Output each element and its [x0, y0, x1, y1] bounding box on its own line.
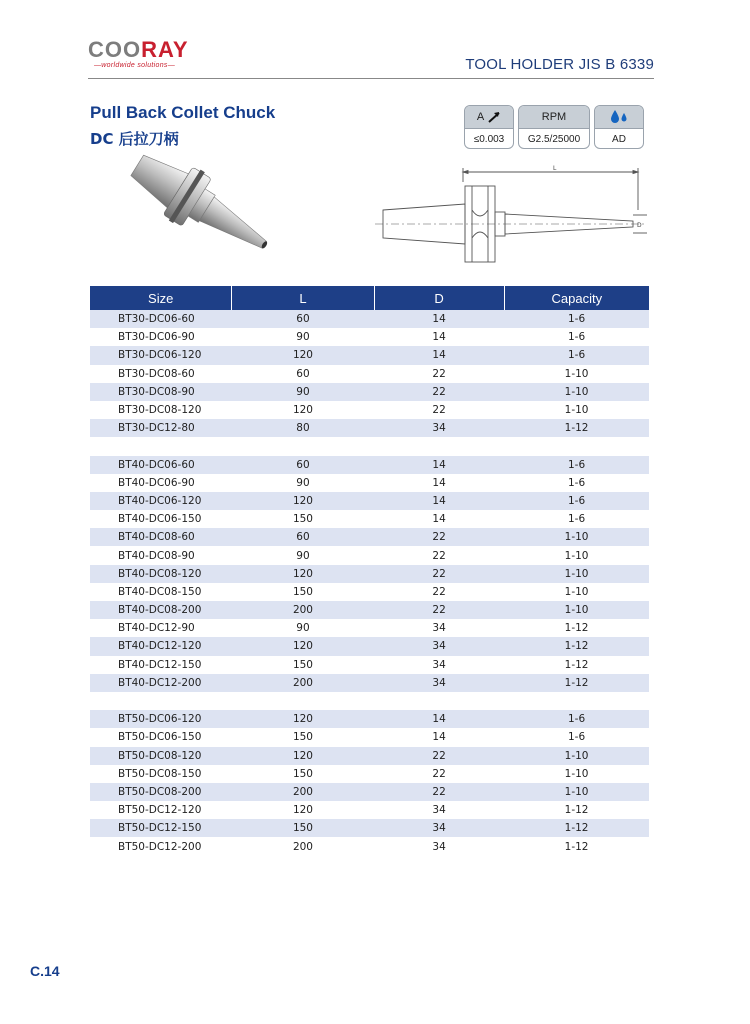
table-row [90, 328, 649, 346]
cell-d: 14 [432, 731, 446, 744]
cell-d: 22 [432, 404, 446, 417]
cell-size: BT50-DC08-120 [90, 747, 232, 765]
cell-size: BT40-DC12-90 [118, 622, 195, 635]
header-divider [88, 78, 654, 79]
cell-d: 34 [374, 674, 504, 692]
cell-size: BT50-DC06-120 [90, 710, 232, 728]
table-row [90, 819, 649, 837]
spacer-cell [504, 692, 649, 710]
cell-size: BT40-DC06-120 [90, 492, 232, 510]
cell-l: 200 [292, 840, 313, 853]
cell-capacity: 1-6 [568, 513, 586, 526]
cell-l: 200 [232, 783, 374, 801]
cell-size: BT50-DC08-200 [90, 783, 232, 801]
product-subtitle: DC 后拉刀柄 [90, 130, 179, 148]
cell-d: 22 [432, 767, 446, 780]
cell-l: 60 [232, 456, 374, 474]
col-header-l: L [232, 286, 374, 310]
cell-l: 200 [232, 601, 374, 619]
cell-l: 150 [292, 731, 313, 744]
cell-l: 90 [232, 383, 374, 401]
table-row [90, 710, 649, 728]
cell-d: 34 [432, 622, 446, 635]
table-row [90, 401, 649, 419]
spacer-cell [90, 437, 232, 455]
cell-l: 60 [232, 528, 374, 546]
cell-capacity: 1-10 [564, 549, 589, 562]
cell-d: 22 [374, 783, 504, 801]
spacer-cell [374, 692, 504, 710]
cell-d: 22 [374, 528, 504, 546]
cell-size: BT30-DC12-80 [90, 419, 232, 437]
cell-capacity: 1-12 [564, 658, 589, 671]
cell-size: BT30-DC08-90 [90, 383, 232, 401]
spec-coolant [594, 105, 644, 149]
logo-wordmark [88, 38, 208, 62]
cell-capacity: 1-6 [504, 346, 649, 364]
cell-size: BT40-DC12-150 [118, 658, 202, 671]
cell-capacity: 1-12 [564, 804, 589, 817]
cell-size: BT30-DC06-120 [90, 346, 232, 364]
group-spacer [90, 692, 649, 710]
cell-size: BT40-DC06-150 [118, 513, 202, 526]
table-row [90, 619, 649, 637]
cell-capacity: 1-12 [564, 622, 589, 635]
dim-label-L: L [553, 165, 557, 172]
cell-size: BT50-DC12-150 [90, 819, 232, 837]
table-row [90, 474, 649, 492]
cell-l: 120 [232, 565, 374, 583]
document-title: TOOL HOLDER JIS B 6339 [465, 56, 654, 73]
table-row [90, 837, 649, 855]
table-row [90, 310, 649, 328]
spec-runout [464, 105, 514, 149]
spec-runout-value: ≤0.003 [465, 128, 513, 149]
cell-l: 200 [232, 674, 374, 692]
spec-rpm-value: G2.5/25000 [519, 128, 589, 149]
cell-d: 14 [374, 456, 504, 474]
logo-tagline: —worldwide solutions— [94, 62, 175, 69]
cell-l: 60 [232, 310, 374, 328]
cell-d: 14 [374, 492, 504, 510]
technical-drawing [375, 160, 650, 270]
cell-d: 22 [374, 565, 504, 583]
company-logo [88, 38, 208, 74]
table-row [90, 637, 649, 655]
cell-capacity: 1-10 [564, 367, 589, 380]
cell-capacity: 1-10 [504, 383, 649, 401]
cell-d: 34 [374, 419, 504, 437]
cell-capacity: 1-10 [504, 747, 649, 765]
cell-size: BT40-DC12-200 [90, 674, 232, 692]
cell-capacity: 1-10 [564, 585, 589, 598]
cell-capacity: 1-10 [564, 767, 589, 780]
cell-l: 120 [232, 637, 374, 655]
col-header-d: D [374, 286, 504, 310]
table-row [90, 801, 649, 819]
cell-d: 14 [432, 476, 446, 489]
spec-runout-header [465, 106, 513, 128]
table-row [90, 528, 649, 546]
spec-rpm [518, 105, 590, 149]
cell-size: BT40-DC08-150 [118, 585, 202, 598]
cell-capacity: 1-6 [504, 456, 649, 474]
col-header-capacity: Capacity [504, 286, 649, 310]
cell-capacity: 1-6 [504, 710, 649, 728]
cell-d: 22 [432, 585, 446, 598]
cell-capacity: 1-12 [504, 637, 649, 655]
table-row [90, 346, 649, 364]
cell-l: 120 [232, 747, 374, 765]
table-row [90, 546, 649, 564]
table-row [90, 674, 649, 692]
cell-size: BT30-DC08-120 [118, 404, 202, 417]
cell-capacity: 1-10 [564, 404, 589, 417]
cell-size: BT40-DC08-120 [90, 565, 232, 583]
table-row [90, 383, 649, 401]
cell-l: 120 [232, 710, 374, 728]
cell-d: 34 [432, 840, 446, 853]
table-body [90, 310, 649, 856]
cell-capacity: 1-12 [504, 674, 649, 692]
spacer-cell [504, 437, 649, 455]
cell-capacity: 1-12 [564, 840, 589, 853]
dim-label-D: D [637, 222, 642, 229]
cell-size: BT50-DC06-150 [118, 731, 202, 744]
logo-suffix: RAY [141, 37, 189, 62]
cell-d: 22 [374, 383, 504, 401]
cell-d: 14 [374, 310, 504, 328]
cell-size: BT40-DC12-120 [90, 637, 232, 655]
cell-capacity: 1-10 [504, 565, 649, 583]
spec-runout-label: A [476, 111, 485, 123]
cell-l: 150 [292, 658, 313, 671]
table-row [90, 456, 649, 474]
spacer-cell [90, 692, 232, 710]
cell-size: BT40-DC06-90 [118, 476, 195, 489]
cell-d: 14 [432, 331, 446, 344]
product-photo [125, 150, 285, 275]
cell-d: 34 [374, 637, 504, 655]
cell-d: 14 [374, 346, 504, 364]
cell-l: 120 [292, 804, 313, 817]
cell-size: BT40-DC08-200 [90, 601, 232, 619]
spec-table [90, 286, 649, 856]
cell-l: 150 [232, 819, 374, 837]
table-row [90, 565, 649, 583]
cell-size: BT40-DC08-90 [118, 549, 195, 562]
cell-d: 14 [374, 710, 504, 728]
cell-d: 34 [432, 804, 446, 817]
table-row [90, 783, 649, 801]
spec-coolant-value: AD [595, 128, 643, 149]
cell-capacity: 1-6 [568, 476, 586, 489]
cell-l: 150 [292, 585, 313, 598]
cell-capacity: 1-12 [504, 819, 649, 837]
runout-arrow-icon [487, 111, 501, 123]
table-row [90, 419, 649, 437]
cell-l: 120 [232, 492, 374, 510]
cell-size: BT30-DC08-60 [118, 367, 195, 380]
cell-l: 80 [232, 419, 374, 437]
cell-l: 150 [292, 767, 313, 780]
table-row [90, 601, 649, 619]
group-spacer [90, 437, 649, 455]
table-row [90, 747, 649, 765]
cell-l: 150 [292, 513, 313, 526]
logo-prefix: COO [88, 37, 142, 62]
table-row [90, 583, 649, 601]
table-row [90, 765, 649, 783]
product-title: Pull Back Collet Chuck [90, 103, 276, 122]
page-number: C.14 [30, 963, 60, 979]
spacer-cell [232, 692, 374, 710]
cell-capacity: 1-6 [568, 731, 586, 744]
cell-l: 120 [232, 346, 374, 364]
coolant-drops-icon [609, 109, 629, 125]
table-row [90, 365, 649, 383]
cell-size: BT50-DC12-200 [118, 840, 202, 853]
cell-capacity: 1-6 [568, 331, 586, 344]
spacer-cell [374, 437, 504, 455]
cell-d: 14 [432, 513, 446, 526]
cell-size: BT50-DC12-120 [118, 804, 202, 817]
cell-l: 90 [296, 476, 310, 489]
spacer-cell [232, 437, 374, 455]
cell-l: 90 [296, 622, 310, 635]
cell-capacity: 1-10 [504, 601, 649, 619]
cell-size: BT30-DC06-90 [118, 331, 195, 344]
cell-capacity: 1-12 [504, 419, 649, 437]
spec-coolant-header [595, 106, 643, 128]
cell-d: 34 [432, 658, 446, 671]
cell-size: BT40-DC08-60 [90, 528, 232, 546]
table-header-row [90, 286, 649, 310]
cell-size: BT40-DC06-60 [90, 456, 232, 474]
cell-l: 120 [292, 404, 313, 417]
cell-d: 22 [374, 601, 504, 619]
spec-rpm-label: RPM [519, 106, 589, 128]
cell-capacity: 1-10 [504, 783, 649, 801]
table-row [90, 492, 649, 510]
cell-size: BT50-DC08-150 [118, 767, 202, 780]
cell-d: 22 [374, 747, 504, 765]
cell-l: 90 [296, 549, 310, 562]
cell-d: 34 [374, 819, 504, 837]
cell-capacity: 1-6 [504, 492, 649, 510]
table-row [90, 656, 649, 674]
cell-size: BT30-DC06-60 [90, 310, 232, 328]
table-row [90, 510, 649, 528]
cell-l: 60 [296, 367, 310, 380]
cell-capacity: 1-10 [504, 528, 649, 546]
cell-d: 22 [432, 367, 446, 380]
cell-capacity: 1-6 [504, 310, 649, 328]
col-header-size: Size [90, 286, 232, 310]
cell-d: 22 [432, 549, 446, 562]
table-row [90, 728, 649, 746]
cell-l: 90 [296, 331, 310, 344]
